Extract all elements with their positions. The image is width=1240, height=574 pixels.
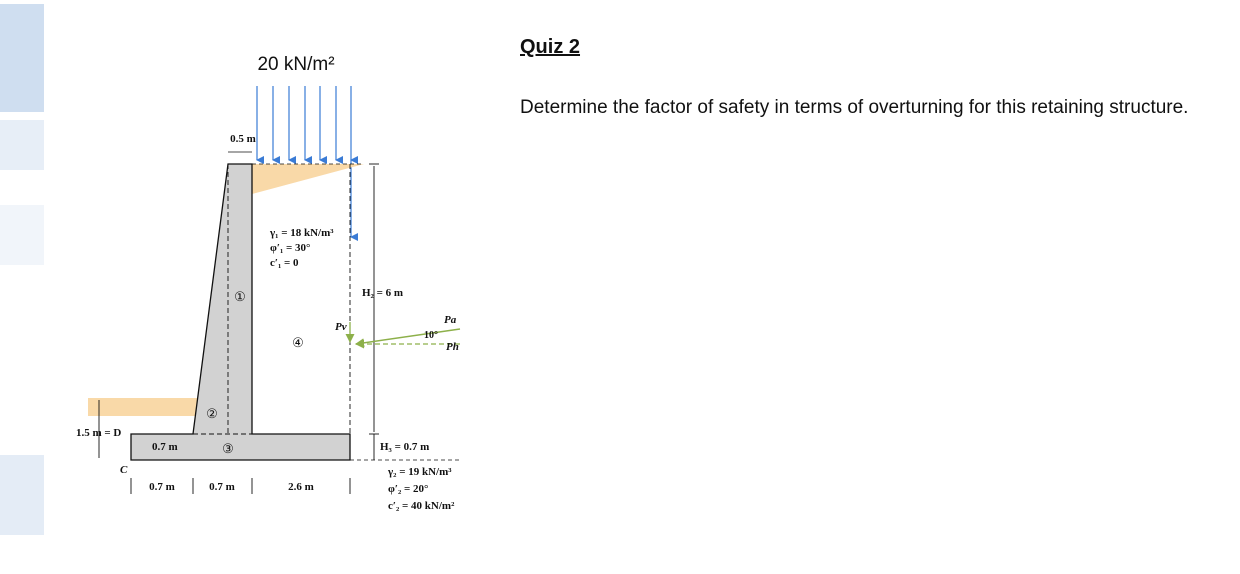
pa-label: Pa xyxy=(444,314,457,326)
pv-label: Pv xyxy=(335,321,347,333)
surcharge-arrows xyxy=(257,86,351,237)
ph-label: Ph xyxy=(446,341,459,353)
foundation-gamma: γ₂ = 19 kN/m³ xyxy=(388,466,452,478)
quiz-question: Determine the factor of safety in terms of overturning for this retaining structure. xyxy=(520,97,1189,118)
front-soil xyxy=(88,398,198,416)
region-label-1: ① xyxy=(234,289,246,304)
top-width-label: 0.5 m xyxy=(230,133,256,145)
dimension-stem: 0.7 m xyxy=(209,481,235,493)
foundation-phi: φ′₂ = 20° xyxy=(388,483,429,495)
dimension-toe: 0.7 m xyxy=(149,481,175,493)
h3-label: H₃ = 0.7 m xyxy=(380,441,430,453)
backfill-gamma: γ₁ = 18 kN/m³ xyxy=(270,227,334,239)
base-thickness-label: 0.7 m xyxy=(152,441,178,453)
backfill-cohesion: c′₁ = 0 xyxy=(270,257,299,269)
point-c-label: C xyxy=(120,464,128,476)
backfill-wedge xyxy=(252,164,364,194)
angle-label: 10° xyxy=(424,330,438,341)
surcharge-label: 20 kN/m² xyxy=(257,54,335,75)
depth-label: 1.5 m = D xyxy=(76,427,122,439)
dimension-heel: 2.6 m xyxy=(288,481,314,493)
region-label-4: ④ xyxy=(292,335,304,350)
pa-force-arrow xyxy=(356,329,460,344)
backfill-phi: φ′₁ = 30° xyxy=(270,242,311,254)
retaining-wall-diagram xyxy=(0,0,500,574)
region-label-2: ② xyxy=(206,406,218,421)
foundation-cohesion: c′₂ = 40 kN/m² xyxy=(388,500,455,512)
region-label-3: ③ xyxy=(222,441,234,456)
quiz-title: Quiz 2 xyxy=(520,36,581,58)
h2-label: H₂ = 6 m xyxy=(362,287,404,299)
